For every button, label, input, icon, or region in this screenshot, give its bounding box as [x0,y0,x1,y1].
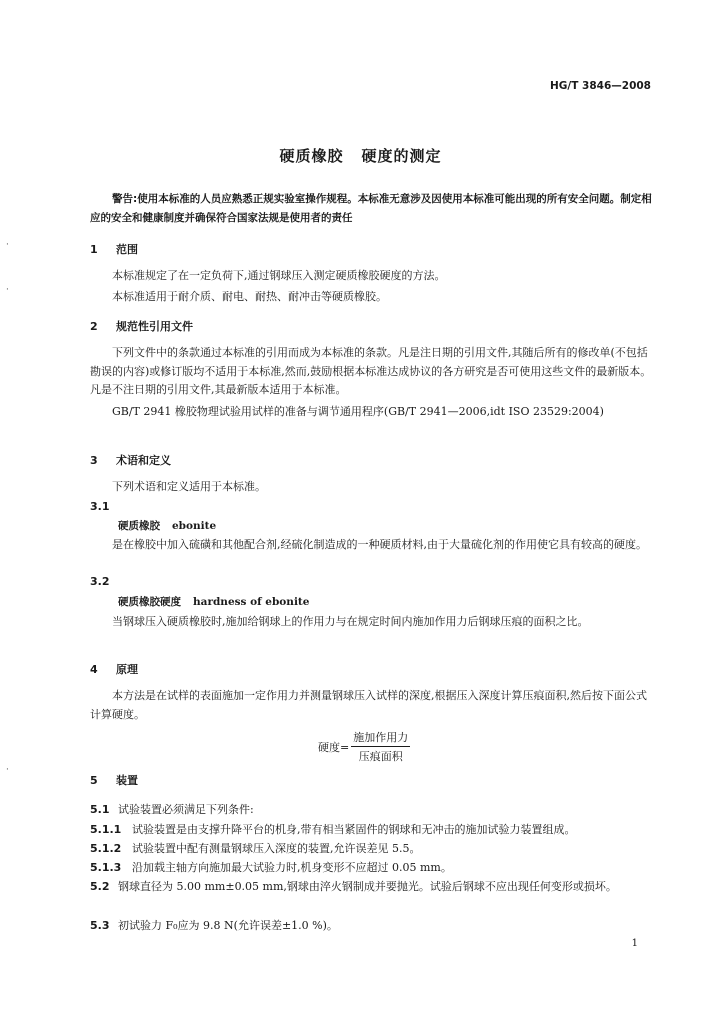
formula-denominator: 压痕面积 [358,750,403,763]
scan-mark: · [6,285,9,295]
scan-mark: · [6,240,9,250]
clause-text: 钢球直径为 5.00 mm±0.05 mm,钢球由淬火钢制成并要抛光。试验后钢球不应出现任何变形或损坏。 [118,880,617,893]
clause-text: 试验装置必须满足下列条件: [118,803,254,816]
title-part-1: 硬质橡胶 [279,147,344,165]
section-title: 范围 [116,243,138,256]
section-2-heading [90,318,193,334]
term-chinese: 硬质橡胶硬度 [118,596,181,608]
clause-5-2 [90,878,656,897]
section-number: 1 [90,243,98,256]
clause-number: 5.3 [90,919,110,932]
section-number: 4 [90,663,98,676]
term-3-2-definition: 当钢球压入硬质橡胶时,施加给钢球上的作用力与在规定时间内施加作用力后钢球压痕的面积之比。 [112,615,589,628]
section-number: 2 [90,320,98,333]
clause-5-1-2 [90,840,421,856]
clause-number: 5.1.2 [90,842,122,855]
clause-number: 5.1 [90,803,110,816]
clause-5-1-3 [90,859,452,875]
clause-text: 初试验力 F₀应为 9.8 N(允许误差±1.0 %)。 [118,919,338,932]
clause-text: 试验装置中配有测量钢球压入深度的装置,允许误差见 5.5。 [132,842,421,855]
term-english: ebonite [172,520,217,532]
section-title: 术语和定义 [116,454,171,467]
page-title [0,145,721,166]
clause-5-1-1 [90,821,576,837]
term-english: hardness of ebonite [193,596,310,608]
page-number: 1 [631,938,638,949]
standard-code: HG/T 3846—2008 [549,80,651,92]
section-2-reference: GB/T 2941 橡胶物理试验用试样的准备与调节通用程序(GB/T 2941—2006,idt ISO 23529:2004) [112,405,604,418]
section-number: 5 [90,774,98,787]
formula-fraction [351,729,410,764]
section-4-paragraph: 本方法是在试样的表面施加一定作用力并测量钢球压入试样的深度,根据压入深度计算压痕面积,然后按下面公式计算硬度。 [90,689,647,721]
title-part-2: 硬度的测定 [361,147,442,165]
clause-text: 试验装置是由支撑升降平台的机身,带有相当紧固件的钢球和无冲击的施加试验力装置组成。 [132,823,576,836]
formula-numerator: 施加作用力 [351,729,410,747]
term-chinese: 硬质橡胶 [118,520,160,532]
hardness-formula [318,729,410,764]
term-3-1-number: 3.1 [90,500,110,513]
term-3-1 [118,518,216,533]
formula-lhs: 硬度= [318,740,350,754]
section-3-intro: 下列术语和定义适用于本标准。 [112,480,266,493]
warning-paragraph: 警告:使用本标准的人员应熟悉正规实验室操作规程。本标准无意涉及因使用本标准可能出现的所有安全问题。制定相应的安全和健康制度并确保符合国家法规是使用者的责任 [90,193,652,224]
section-1-paragraph-2: 本标准适用于耐介质、耐电、耐热、耐冲击等硬质橡胶。 [112,290,387,303]
section-title: 规范性引用文件 [116,320,193,333]
clause-number: 5.2 [90,880,110,893]
section-number: 3 [90,454,98,467]
section-1-heading [90,241,138,257]
section-3-heading [90,452,171,468]
section-5-heading [90,772,138,788]
section-2-paragraph-1: 下列文件中的条款通过本标准的引用而成为本标准的条款。凡是注日期的引用文件,其随后所有的修改单(不包括勘误的内容)或修订版均不适用于本标准,然而,鼓励根据本标准达成协议的各方研究是否可使用这些文件的最新版本。凡是不注日期的引用文件,其最新版本适用于本标准。 [90,346,652,396]
section-title: 原理 [116,663,138,676]
term-3-1-definition: 是在橡胶中加入硫磺和其他配合剂,经硫化制造成的一种硬质材料,由于大量硫化剂的作用使它具有较高的硬度。 [112,538,647,551]
section-title: 装置 [116,774,138,787]
term-3-2-number: 3.2 [90,575,110,588]
clause-text: 沿加载主轴方向施加最大试验力时,机身变形不应超过 0.05 mm。 [132,861,452,874]
scan-mark: · [6,765,9,775]
term-3-2 [118,594,309,609]
section-1-paragraph-1: 本标准规定了在一定负荷下,通过钢球压入测定硬质橡胶硬度的方法。 [112,269,446,282]
clause-number: 5.1.3 [90,861,122,874]
clause-number: 5.1.1 [90,823,122,836]
clause-5-1 [90,801,254,817]
clause-5-3 [90,917,338,933]
section-4-heading [90,661,138,677]
